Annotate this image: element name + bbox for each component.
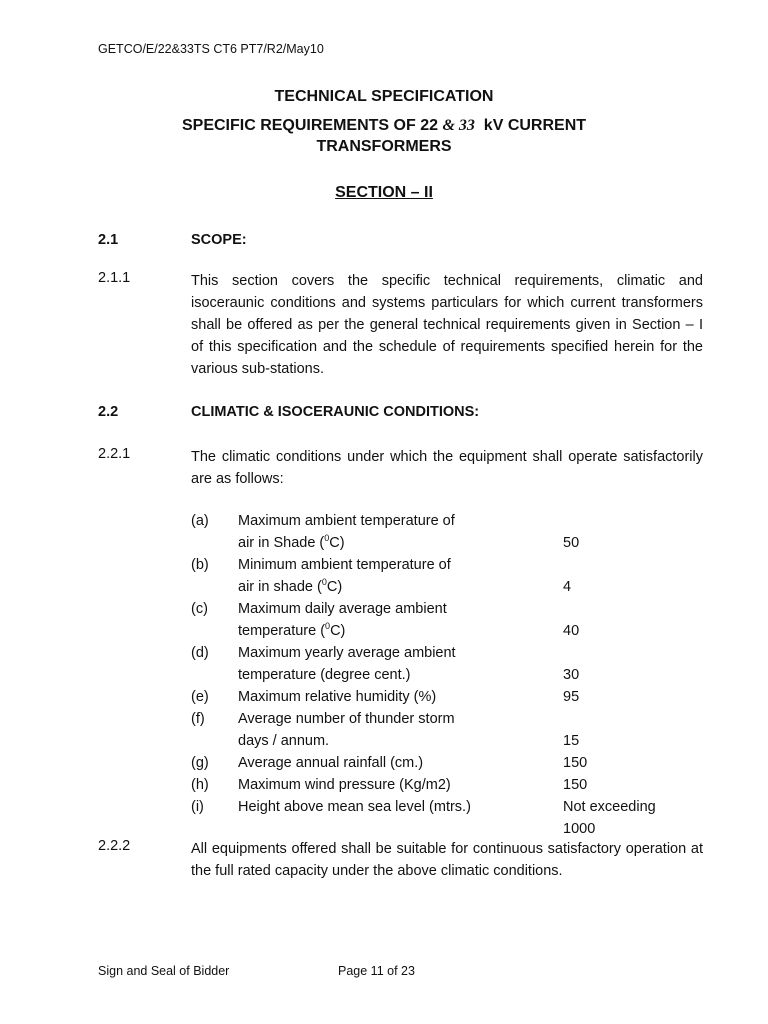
- title-line3: TRANSFORMERS: [316, 138, 452, 155]
- degree-superscript: 0: [321, 577, 327, 588]
- condition-letter: (b): [191, 557, 209, 573]
- condition-row: [191, 554, 711, 576]
- condition-row: [191, 774, 711, 796]
- condition-row: [191, 730, 711, 752]
- condition-description-part: C): [330, 623, 346, 639]
- title-specific-requirements: [0, 115, 768, 157]
- clause-number-2-2-1: 2.2.1: [98, 446, 131, 462]
- section-heading-climatic: CLIMATIC & ISOCERAUNIC CONDITIONS:: [191, 404, 480, 420]
- condition-description: Maximum yearly average ambient: [238, 645, 456, 661]
- title-line2-part3: kV CURRENT: [474, 117, 587, 134]
- condition-letter: (a): [191, 513, 209, 529]
- condition-description: Maximum relative humidity (%): [238, 689, 437, 705]
- condition-letter: (g): [191, 755, 209, 771]
- condition-description: Height above mean sea level (mtrs.): [238, 799, 471, 815]
- condition-row: [191, 796, 711, 818]
- footer-sign-seal: Sign and Seal of Bidder: [98, 964, 230, 978]
- clause-text-2-1-1: This section covers the specific technical requirements, climatic and isoceraunic conditions and systems particulars for which current transformers shall be offered as per the general technical requirements given in Section – I of this specification and the schedule of requirements specified herein for the various sub-stations.: [191, 273, 703, 377]
- condition-value: 4: [563, 579, 572, 595]
- section-heading-scope: SCOPE:: [191, 232, 247, 248]
- condition-description: [238, 576, 342, 598]
- condition-row: [191, 510, 711, 532]
- condition-description: Average number of thunder storm: [238, 711, 455, 727]
- degree-superscript: 0: [325, 621, 331, 632]
- section-number-2-2: 2.2: [98, 404, 119, 420]
- condition-row: [191, 686, 711, 708]
- condition-description: Minimum ambient temperature of: [238, 557, 451, 573]
- title-technical-specification: TECHNICAL SPECIFICATION: [274, 88, 494, 105]
- condition-row: [191, 598, 711, 620]
- condition-value: Not exceeding: [563, 799, 656, 815]
- condition-value: 95: [563, 689, 580, 705]
- condition-row: [191, 664, 711, 686]
- condition-row: [191, 752, 711, 774]
- condition-description-part: C): [326, 579, 343, 595]
- condition-letter: (e): [191, 689, 209, 705]
- document-reference: GETCO/E/22&33TS CT6 PT7/R2/May10: [98, 42, 324, 56]
- condition-letter: (i): [191, 799, 204, 815]
- condition-row: [191, 620, 711, 642]
- clause-number-2-1-1: 2.1.1: [98, 270, 131, 286]
- title-line2-part1: SPECIFIC REQUIREMENTS OF 22: [181, 117, 443, 134]
- condition-description: temperature (degree cent.): [238, 667, 411, 683]
- condition-description: days / annum.: [238, 733, 330, 749]
- condition-description: Average annual rainfall (cm.): [238, 755, 424, 771]
- clause-text-2-2-2: All equipments offered shall be suitable for continuous satisfactory operation at the full rated capacity under the above climatic conditions.: [191, 841, 703, 879]
- condition-letter: (h): [191, 777, 209, 793]
- condition-description-part: temperature (: [238, 623, 326, 639]
- condition-value: 30: [563, 667, 580, 683]
- condition-row: [191, 818, 711, 840]
- condition-value: 50: [563, 535, 580, 551]
- condition-letter: (d): [191, 645, 209, 661]
- clause-number-2-2-2: 2.2.2: [98, 838, 131, 854]
- footer-page-number: Page 11 of 23: [338, 964, 415, 978]
- condition-value: 150: [563, 777, 588, 793]
- title-line2-voltages: & 33: [442, 117, 475, 134]
- condition-description: [238, 532, 345, 554]
- section-title: SECTION – II: [335, 184, 433, 201]
- condition-description-part: C): [329, 535, 345, 551]
- condition-letter: (c): [191, 601, 208, 617]
- condition-row: [191, 642, 711, 664]
- condition-value: 15: [563, 733, 580, 749]
- condition-description-part: air in Shade (: [238, 535, 325, 551]
- condition-row: [191, 708, 711, 730]
- condition-description: Maximum ambient temperature of: [238, 513, 455, 529]
- degree-superscript: 0: [324, 533, 330, 544]
- condition-row: [191, 532, 711, 554]
- condition-value: 40: [563, 623, 580, 639]
- condition-value: 1000: [563, 821, 596, 837]
- condition-description: Maximum daily average ambient: [238, 601, 447, 617]
- condition-letter: (f): [191, 711, 205, 727]
- condition-value: 150: [563, 755, 588, 771]
- condition-description: [238, 620, 345, 642]
- condition-description: Maximum wind pressure (Kg/m2): [238, 777, 451, 793]
- section-number-2-1: 2.1: [98, 232, 119, 248]
- condition-row: [191, 576, 711, 598]
- condition-description-part: air in shade (: [238, 579, 322, 595]
- clause-text-2-2-1: The climatic conditions under which the equipment shall operate satisfactorily are as follows:: [191, 449, 703, 487]
